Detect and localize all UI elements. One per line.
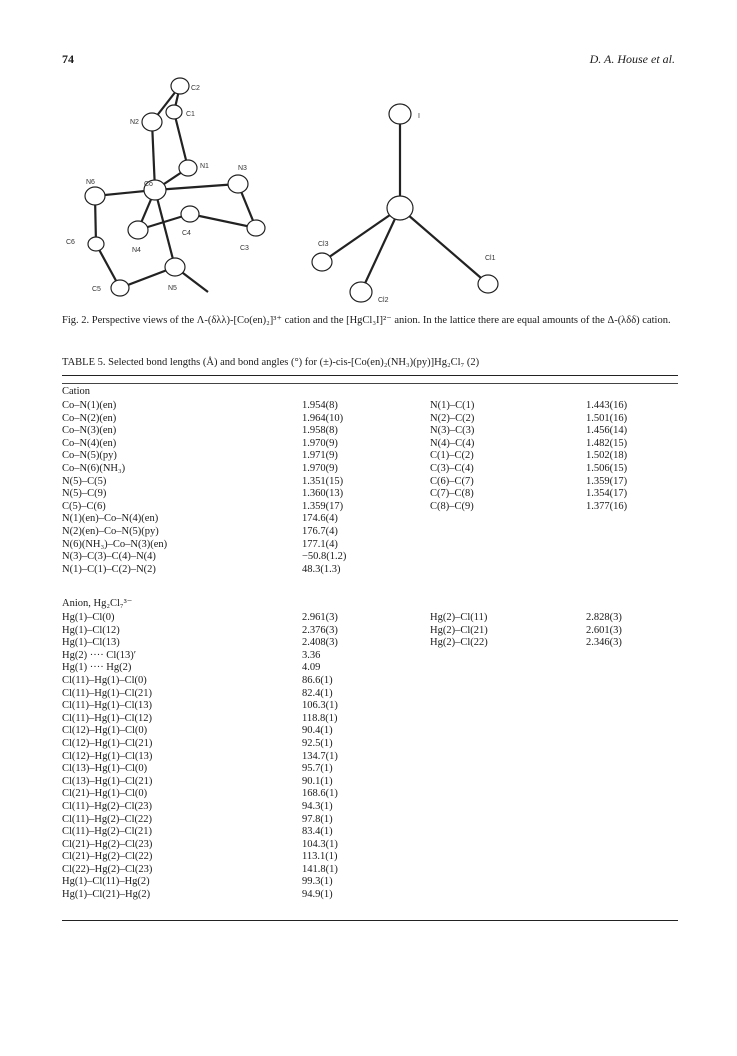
- svg-text:C1: C1: [186, 111, 195, 118]
- table-row-value: 2.961(3): [302, 612, 338, 623]
- table-row-label: Cl(11)–Hg(1)–Cl(12): [62, 712, 153, 724]
- table-row-value: 83.4(1): [302, 826, 333, 838]
- table-row-value: 1.958(8): [302, 425, 338, 437]
- anion-right-values: [586, 612, 622, 650]
- table-row-label: N(1)–C(1): [430, 400, 475, 411]
- cation-left-values: [302, 400, 346, 576]
- table-row-value: 2.828(3): [586, 612, 622, 623]
- svg-text:Co: Co: [144, 181, 153, 188]
- table-row-value: 2.376(3): [302, 624, 338, 636]
- table-row-value: 92.5(1): [302, 737, 333, 749]
- table-row-value: 177.1(4): [302, 538, 338, 550]
- page-number: 74: [62, 52, 74, 66]
- table-row-label: Co–N(1)(en): [62, 400, 117, 411]
- table-row-label: C(6)–C(7): [430, 475, 474, 487]
- table-row-value: 1.954(8): [302, 400, 338, 411]
- table-top-rule: [62, 375, 678, 376]
- table-row-value: 90.4(1): [302, 725, 333, 737]
- table-row-value: 118.8(1): [302, 712, 338, 724]
- table-row-value: 4.09: [302, 662, 321, 674]
- table-row-label: Cl(11)–Hg(2)–Cl(23): [62, 800, 153, 812]
- table-row-value: 104.3(1): [302, 838, 338, 850]
- table-row-value: 1.971(9): [302, 450, 338, 462]
- table-row-value: 1.443(16): [586, 400, 628, 411]
- table-row-label: Cl(11)–Hg(1)–Cl(13): [62, 700, 153, 712]
- table-row-value: 1.456(14): [586, 425, 628, 437]
- table-row-value: 1.359(17): [302, 500, 344, 512]
- svg-text:C4: C4: [182, 230, 191, 237]
- table-row-label: N(5)–C(9): [62, 488, 107, 500]
- svg-text:Cl1: Cl1: [485, 255, 496, 262]
- table-row-value: 1.354(17): [586, 488, 628, 500]
- svg-text:C3: C3: [240, 245, 249, 252]
- table-row-value: −50.8(1.2): [302, 551, 347, 563]
- table-row-label: Co–N(3)(en): [62, 425, 117, 437]
- svg-text:I: I: [418, 113, 420, 120]
- table-row-label: N(6)(NH₃)–Co–N(3)(en): [62, 538, 168, 550]
- svg-text:C6: C6: [66, 239, 75, 246]
- table-row-value: 86.6(1): [302, 674, 333, 686]
- table-row-label: Hg(1)–Cl(11)–Hg(2): [62, 876, 150, 888]
- table-row-value: 1.502(18): [586, 450, 628, 462]
- table-row-label: Cl(13)–Hg(1)–Cl(0): [62, 763, 148, 775]
- table-row-value: 1.964(10): [302, 412, 344, 424]
- svg-text:N1: N1: [200, 163, 209, 170]
- table-row-value: 106.3(1): [302, 700, 338, 712]
- table-row-label: Cl(21)–Hg(2)–Cl(22): [62, 851, 153, 863]
- table-row-value: 90.1(1): [302, 775, 333, 787]
- table-row-label: Cl(11)–Hg(1)–Cl(0): [62, 674, 147, 686]
- table-row-value: 168.6(1): [302, 788, 338, 800]
- table-row-label: N(1)(en)–Co–N(4)(en): [62, 513, 159, 525]
- table-row-value: 94.9(1): [302, 889, 333, 901]
- figure-caption: Fig. 2. Perspective views of the Λ-(δλλ)-[Co(en)₂]³⁺ cation and the [HgCl₃I]²⁻ anion. In the lattice there are equal amounts of the Δ-(λδδ) cation.: [62, 315, 671, 326]
- table-row-value: 1.359(17): [586, 475, 628, 487]
- svg-text:N6: N6: [86, 179, 95, 186]
- table-row-value: 1.377(16): [586, 500, 628, 512]
- table-row-label: Cl(12)–Hg(1)–Cl(0): [62, 725, 148, 737]
- table-row-label: N(5)–C(5): [62, 475, 107, 487]
- anion-left-values: [302, 612, 338, 902]
- anion-right-bonds: [430, 612, 488, 650]
- table-row-label: N(2)–C(2): [430, 412, 475, 424]
- table-row-value: 1.970(9): [302, 437, 338, 449]
- table-row-label: Hg(2)–Cl(11): [430, 612, 488, 623]
- svg-text:N3: N3: [238, 165, 247, 172]
- table-header-rule: [62, 383, 678, 384]
- table-row-label: C(8)–C(9): [430, 500, 474, 512]
- table-row-label: Cl(21)–Hg(2)–Cl(23): [62, 838, 153, 850]
- anion-left-bonds: [62, 612, 152, 902]
- table-row-label: C(5)–C(6): [62, 500, 106, 512]
- table-row-label: Co–N(4)(en): [62, 437, 117, 449]
- svg-text:N5: N5: [168, 285, 177, 292]
- running-header-authors: D. A. House et al.: [589, 52, 675, 66]
- table-row-value: 94.3(1): [302, 800, 333, 812]
- table-row-value: 1.501(16): [586, 412, 628, 424]
- table-row-value: 82.4(1): [302, 687, 333, 699]
- cation-atoms: [85, 78, 265, 296]
- table-row-label: Cl(11)–Hg(2)–Cl(21): [62, 826, 153, 838]
- table-row-label: Hg(2)–Cl(22): [430, 637, 488, 649]
- table-row-label: Hg(2) ···· Cl(13)′: [62, 649, 137, 661]
- table-row-label: Hg(1)–Cl(13): [62, 637, 120, 649]
- table-row-value: 134.7(1): [302, 750, 338, 762]
- table-row-label: Hg(1) ···· Hg(2): [62, 662, 132, 674]
- table-row-value: 174.6(4): [302, 513, 338, 525]
- table-row-label: N(1)–C(1)–C(2)–N(2): [62, 563, 156, 575]
- svg-text:Cl3: Cl3: [318, 241, 329, 248]
- table-row-label: Cl(11)–Hg(2)–Cl(22): [62, 813, 153, 825]
- svg-text:C2: C2: [191, 85, 200, 92]
- table-row-value: 97.8(1): [302, 813, 333, 825]
- table-row-label: Cl(13)–Hg(1)–Cl(21): [62, 775, 153, 787]
- table-row-label: C(1)–C(2): [430, 450, 474, 462]
- svg-text:Cl2: Cl2: [378, 297, 389, 304]
- table-row-label: Cl(21)–Hg(1)–Cl(0): [62, 788, 148, 800]
- table-row-label: Hg(1)–Cl(21)–Hg(2): [62, 889, 151, 901]
- table-row-label: Hg(2)–Cl(21): [430, 624, 488, 636]
- table-row-value: 1.506(15): [586, 462, 628, 474]
- table-row-value: 99.3(1): [302, 876, 333, 888]
- table-row-value: 1.482(15): [586, 437, 628, 449]
- table-row-label: Cl(12)–Hg(1)–Cl(21): [62, 737, 153, 749]
- anion-atoms: [312, 104, 498, 302]
- table-row-value: 1.970(9): [302, 462, 338, 474]
- svg-text:N4: N4: [132, 247, 141, 254]
- table-row-label: C(7)–C(8): [430, 488, 474, 500]
- table-row-value: 3.36: [302, 649, 321, 661]
- table-row-value: 176.7(4): [302, 525, 338, 537]
- table-row-label: Cl(12)–Hg(1)–Cl(13): [62, 750, 153, 762]
- table-row-value: 113.1(1): [302, 851, 338, 863]
- table-row-value: 2.346(3): [586, 637, 622, 649]
- cation-right-values: [586, 400, 627, 513]
- table-row-label: N(3)–C(3): [430, 425, 475, 437]
- table-row-value: 1.351(15): [302, 475, 344, 487]
- table-row-label: Hg(1)–Cl(12): [62, 624, 120, 636]
- table-row-label: Cl(22)–Hg(2)–Cl(23): [62, 863, 153, 875]
- table-row-value: 95.7(1): [302, 763, 333, 775]
- table-bottom-rule: [62, 920, 678, 921]
- table-row-value: 1.360(13): [302, 488, 344, 500]
- svg-text:N2: N2: [130, 119, 139, 126]
- table-row-value: 2.408(3): [302, 637, 338, 649]
- table-row-label: N(2)(en)–Co–N(5)(py): [62, 525, 159, 537]
- table-row-label: Cl(11)–Hg(1)–Cl(21): [62, 687, 153, 699]
- table-row-label: Co–N(6)(NH₃): [62, 462, 126, 474]
- cation-heading: Cation: [62, 386, 90, 397]
- table-row-label: N(4)–C(4): [430, 437, 475, 449]
- table-row-label: C(3)–C(4): [430, 462, 474, 474]
- anion-heading: Anion, Hg₂Cl₇³⁻: [62, 598, 133, 609]
- molecular-structure-figure: [60, 72, 680, 312]
- table-row-label: Co–N(5)(py): [62, 450, 117, 462]
- svg-text:C5: C5: [92, 286, 101, 293]
- table-row-value: 141.8(1): [302, 863, 338, 875]
- table-row-label: N(3)–C(3)–C(4)–N(4): [62, 551, 156, 563]
- table-row-label: Co–N(2)(en): [62, 412, 117, 424]
- table-title: TABLE 5. Selected bond lengths (Å) and bond angles (°) for (±)-cis-[Co(en)₂(NH₃)(py)]Hg₂Cl₇ (2): [62, 357, 480, 368]
- table-row-label: Hg(1)–Cl(0): [62, 612, 115, 623]
- cation-right-bonds: [430, 400, 474, 513]
- table-row-value: 2.601(3): [586, 624, 622, 636]
- cation-left-bonds: [62, 400, 167, 576]
- table-row-value: 48.3(1.3): [302, 563, 341, 575]
